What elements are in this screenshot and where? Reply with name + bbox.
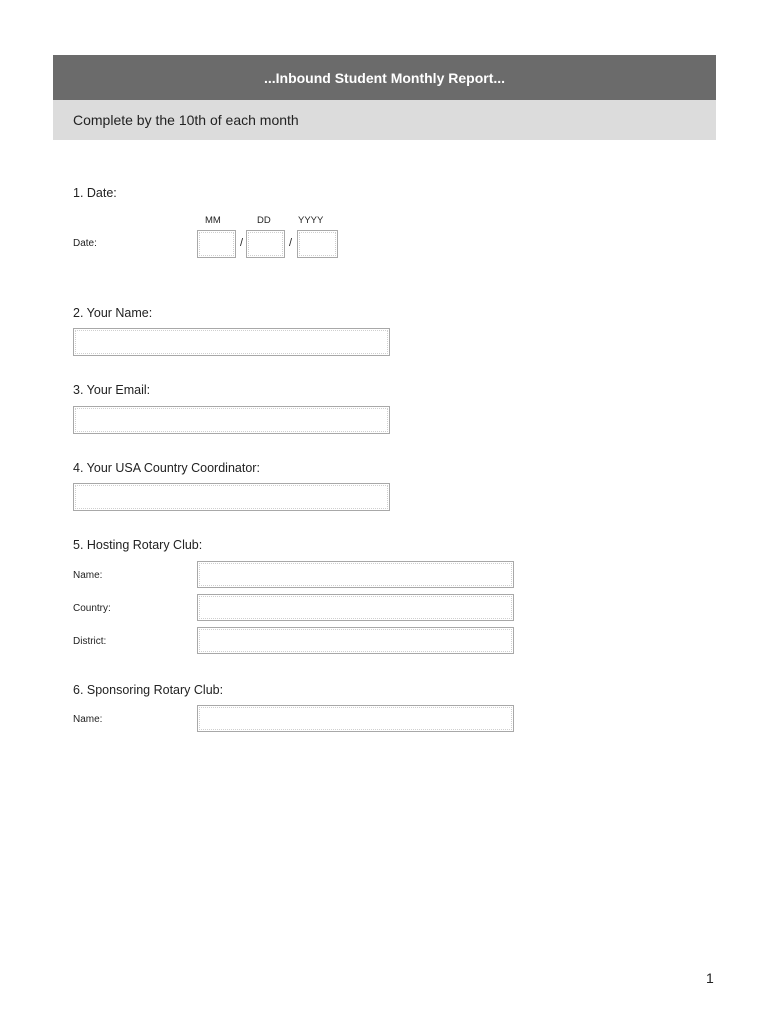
question-date-label: 1. Date: [73, 186, 117, 200]
hosting-club-country-input[interactable] [197, 594, 514, 621]
date-separator: / [240, 237, 244, 249]
hosting-club-district-input[interactable] [197, 627, 514, 654]
report-title-bar [53, 55, 716, 100]
sponsoring-name-label: Name: [73, 714, 103, 725]
date-row-label: Date: [73, 238, 97, 249]
question-coordinator-label: 4. Your USA Country Coordinator: [73, 461, 260, 475]
date-dd-header: DD [257, 215, 271, 226]
question-name-label: 2. Your Name: [73, 306, 153, 320]
date-month-input[interactable] [197, 230, 236, 258]
hosting-club-name-input[interactable] [197, 561, 514, 588]
report-subtitle-bar [53, 100, 716, 140]
question-email-label: 3. Your Email: [73, 383, 151, 397]
date-year-input[interactable] [297, 230, 338, 258]
your-email-input[interactable] [73, 406, 390, 434]
hosting-name-label: Name: [73, 570, 103, 581]
hosting-country-label: Country: [73, 603, 111, 614]
sponsoring-club-name-input[interactable] [197, 705, 514, 732]
coordinator-input[interactable] [73, 483, 390, 511]
report-subtitle: Complete by the 10th of each month [73, 112, 299, 128]
report-title: ...Inbound Student Monthly Report... [263, 69, 506, 86]
page-number: 1 [706, 970, 714, 986]
question-hosting-club-label: 5. Hosting Rotary Club: [73, 538, 203, 552]
question-sponsoring-club-label: 6. Sponsoring Rotary Club: [73, 683, 224, 697]
date-day-input[interactable] [246, 230, 285, 258]
date-yyyy-header: YYYY [298, 215, 324, 226]
your-name-input[interactable] [73, 328, 390, 356]
date-mm-header: MM [205, 215, 221, 226]
hosting-district-label: District: [73, 636, 107, 647]
date-separator: / [289, 237, 293, 249]
